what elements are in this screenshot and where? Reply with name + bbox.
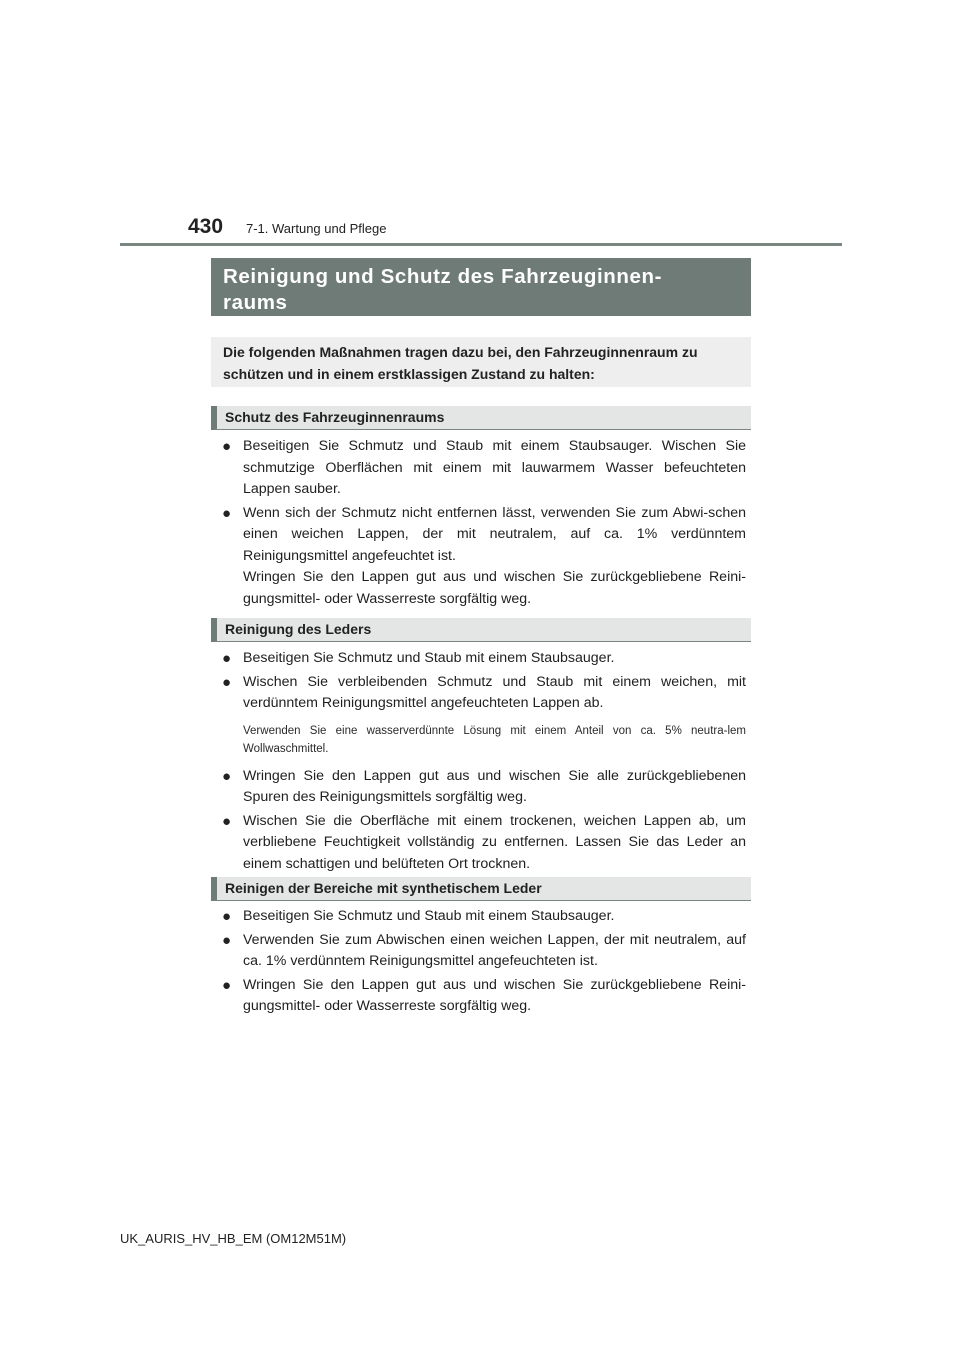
list-item: [222, 906, 746, 928]
intro-box: Die folgenden Maßnahmen tragen dazu bei, den Fahrzeuginnenraum zu schützen und in einem erstklassigen Zustand zu halten:: [211, 337, 751, 387]
list-item-text: Verwenden Sie zum Abwischen einen weichen Lappen, der mit neutralem, auf ca. 1% verdünntem Reinigungsmittel angefeuchteten ist.: [243, 931, 746, 969]
list-item: [222, 648, 746, 670]
list-item-text: Wenn sich der Schmutz nicht entfernen lässt, verwenden Sie zum Abwi-schen einen weichen Lappen, der mit neutralem, auf ca. 1% verdünntem Reinigungsmittel angefeuchtet ist.: [243, 504, 746, 564]
list-item-text: Wischen Sie die Oberfläche mit einem trockenen, weichen Lappen ab, um verbliebene Feuchtigkeit vollständig zu entfernen. Lassen Sie das Leder an einem schattigen und belüfteten Ort trocknen.: [243, 812, 746, 872]
section-label: 7-1. Wartung und Pflege: [246, 221, 387, 236]
subheading-synthetic-leather: Reinigen der Bereiche mit synthetischem Leder: [211, 877, 751, 901]
list-item: [222, 811, 746, 876]
list-item: [222, 672, 746, 715]
subheading-leather-cleaning: Reinigung des Leders: [211, 618, 751, 642]
note-text: Verwenden Sie eine wasserverdünnte Lösung mit einem Anteil von ca. 5% neutra-lem Wollwaschmittel.: [243, 724, 746, 755]
list-item: [222, 766, 746, 809]
bullet-icon: ●: [222, 812, 232, 830]
list-item-continuation: Wringen Sie den Lappen gut aus und wischen Sie zurückgebliebene Reini-gungsmittel- oder Wasserreste sorgfältig weg.: [243, 569, 746, 607]
bullet-icon: ●: [222, 438, 232, 455]
bullet-icon: ●: [222, 504, 232, 522]
bullet-icon: ●: [222, 976, 232, 994]
bullet-icon: ●: [222, 908, 232, 925]
list-item-text: Beseitigen Sie Schmutz und Staub mit einem Staubsauger. Wischen Sie schmutzige Oberflächen mit einem mit lauwarmem Wasser befeuchteten Lappen sauber.: [243, 438, 746, 497]
bullet-list-leather-cleaning: [222, 648, 746, 877]
list-item: [222, 503, 746, 611]
header-rule: [120, 243, 842, 246]
bullet-icon: ●: [222, 650, 232, 667]
subheading-interior-protection: Schutz des Fahrzeuginnenraums: [211, 406, 751, 430]
bullet-list-interior-protection: [222, 436, 746, 612]
list-item-text: Beseitigen Sie Schmutz und Staub mit einem Staubsauger.: [243, 650, 615, 666]
bullet-icon: ●: [222, 673, 232, 691]
list-item: [222, 975, 746, 1018]
footer-document-code: UK_AURIS_HV_HB_EM (OM12M51M): [120, 1231, 347, 1246]
bullet-icon: ●: [222, 767, 232, 785]
page-number: 430: [188, 215, 224, 238]
bullet-list-synthetic-leather: [222, 906, 746, 1020]
page-title: Reinigung und Schutz des Fahrzeuginnen- raums: [211, 258, 751, 316]
list-item-text: Wringen Sie den Lappen gut aus und wischen Sie alle zurückgebliebenen Spuren des Reinigungsmittels sorgfältig weg.: [243, 767, 746, 805]
list-item: [222, 436, 746, 501]
bullet-icon: ●: [222, 931, 232, 949]
list-item-text: Wischen Sie verbleibenden Schmutz und Staub mit einem weichen, mit verdünntem Reinigungsmittel angefeuchteten Lappen ab.: [243, 673, 746, 711]
list-item-text: Wringen Sie den Lappen gut aus und wischen Sie zurückgebliebene Reini-gungsmittel- oder Wasserreste sorgfältig weg.: [243, 976, 746, 1014]
list-item: [222, 930, 746, 973]
list-item-text: Beseitigen Sie Schmutz und Staub mit einem Staubsauger.: [243, 908, 615, 924]
